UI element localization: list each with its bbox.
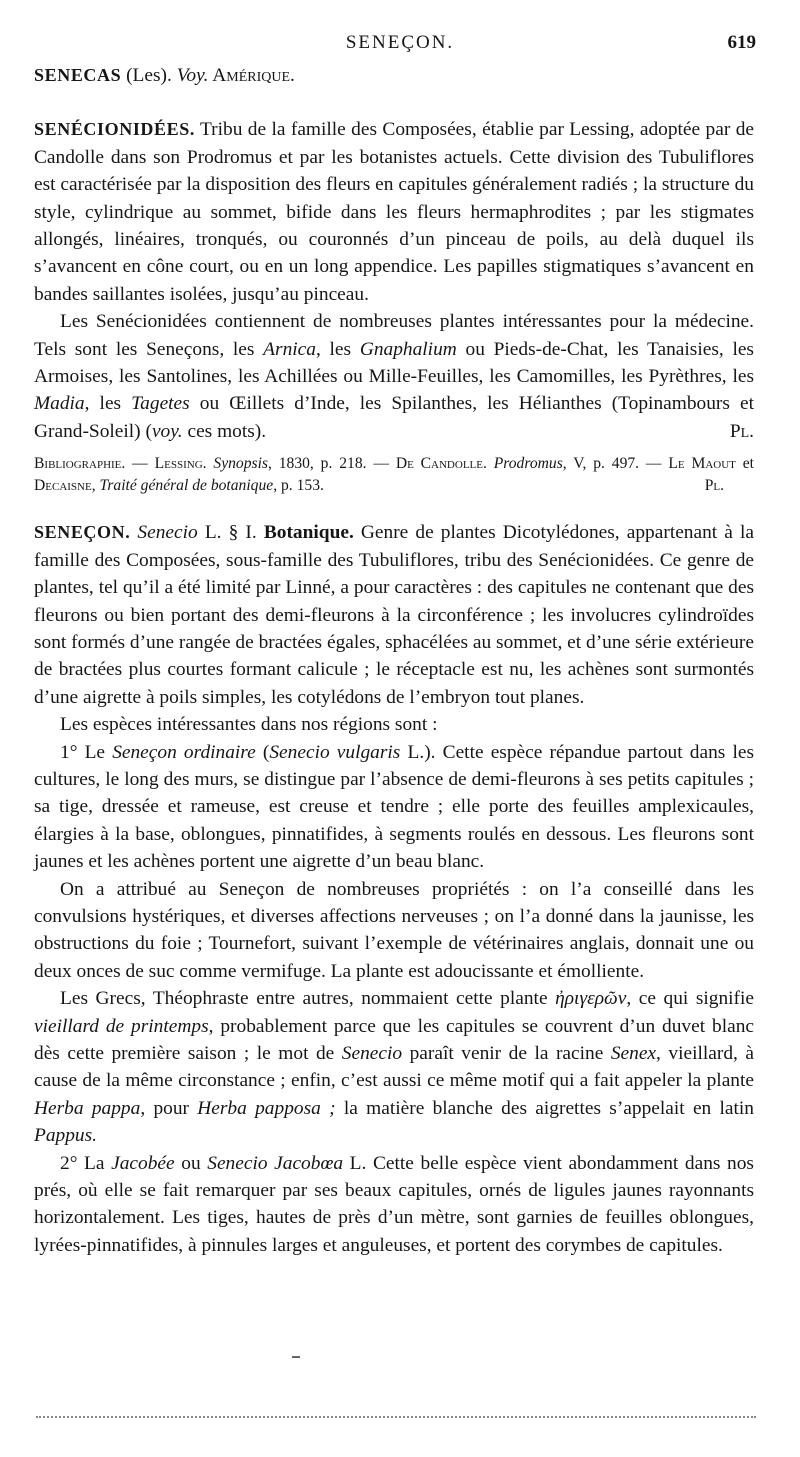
italic-jacobee: Jacobée — [111, 1152, 175, 1174]
running-head — [0, 32, 800, 56]
text-body — [34, 62, 754, 1259]
author-candolle: De Candolle. — [395, 455, 487, 473]
entry-senecionidees-paragraph-2 — [34, 308, 754, 445]
text-run: la matière blanche des aigrettes s’appelait en latin — [335, 1097, 754, 1119]
text-run: paraît venir de la racine — [402, 1043, 611, 1064]
paragraph-especes: Les espèces intéressantes dans nos régions sont : — [60, 714, 438, 736]
text-run: et — [735, 455, 754, 473]
entry-head-senecas: SENECAS — [34, 65, 122, 85]
author-lessing: Lessing. — [154, 455, 207, 473]
greek-word: ἠριγερῶν — [555, 988, 627, 1010]
page-number: 619 — [727, 32, 756, 53]
italic-pappus: Pappus. — [34, 1125, 98, 1147]
short-dash-mark — [292, 1356, 300, 1358]
text-run: Genre de plantes Dicotylédones, appartenant à la famille des Composées, sous-famille des Tubuliflores, tribu des Senécionidées. Ce genre de plantes, tel qu’il a été limité par Linné, a pour caractères : des capitules ne contenant que des fleurons ou bien portant des demi-fleurons à la circonférence ; les involucres cylindroïdes sont formés d’une rangée de bractées égales, sphacélées au sommet, et d’une série extérieure de bractées plus courtes formant calicule ; le réceptacle est nu, les achènes sont surmontés d’une aigrette à poils simples, les cotylédons de l’embryon tout planes. — [34, 522, 754, 708]
text-run: — — [125, 455, 155, 473]
italic-senecio: Senecio — [130, 522, 198, 544]
italic-gnaphalium: Gnaphalium — [359, 338, 457, 360]
italic-senecio-vulgaris: Senecio vulgaris — [269, 741, 401, 763]
italic-arnica: Arnica — [263, 338, 316, 360]
title-traite: Traité général de botanique — [99, 477, 274, 495]
text-run: , probablement parce que les capitules se couvrent d’un duvet blanc dès cette première saison ; le mot de — [34, 1015, 754, 1064]
italic-voy: voy. — [151, 420, 183, 442]
entry-head-senecionidees: SENÉCIONIDÉES. — [34, 119, 195, 140]
paragraph-espece-2 — [34, 1150, 754, 1260]
text-run: , — [91, 477, 100, 495]
entry-senecionidees-paragraph-1 — [34, 116, 754, 308]
italic-senecio-word: Senecio — [341, 1043, 403, 1064]
text-run: ( — [255, 741, 270, 763]
text-run: L. § I. — [197, 522, 264, 544]
text-run: ou Pieds-de-Chat, les Tanaisies, les Armoises, les Santolines, les Achillées ou Mille-Feuilles, les Camomilles, les Pyrèthres, les — [34, 338, 754, 388]
bibliography-label: Bibliographie. — [34, 455, 126, 473]
text-run: Les Senécionidées contiennent de nombreuses plantes intéressantes pour la médecine. Tels sont les Seneçons, les — [34, 311, 754, 360]
bibliography — [34, 453, 754, 497]
bibliography-signature: Pl. — [704, 477, 724, 495]
senecas-rest: (Les). — [121, 65, 177, 86]
text-run: ou Œillets d’Inde, les Spilanthes, les Hélianthes (Topinambours et Grand-Soleil) ( — [34, 393, 754, 442]
text-run: L. Cette belle espèce vient abondamment dans nos prés, où elle se fait remarquer par ses beaux capitules, ornés de ligules jaunes rayonnants horizontalement. Les tiges, hautes de près d’un mètre, sont garnies de feuilles oblongues, lyrées-pinnatifides, à pinnules larges et anguleuses, et portent des corymbes de capitules. — [34, 1152, 754, 1256]
running-head-title: SENEÇON. — [345, 32, 455, 53]
italic-vieillard: vieillard de printemps — [34, 1015, 209, 1037]
entry-senecon-intro — [34, 519, 754, 711]
italic-senecio-jacobaea: Senecio Jacobœa — [207, 1152, 344, 1174]
italic-senex: Senex — [610, 1043, 657, 1064]
text-run: 2° La — [60, 1152, 112, 1174]
text-run: , pour — [140, 1097, 198, 1119]
text-run: , 1830, p. 218. — — [267, 455, 396, 473]
text-run: 1° Le — [60, 741, 113, 763]
text-run: , V, p. 497. — — [562, 455, 669, 473]
section-label-botanique: Botanique. — [263, 522, 354, 544]
text-run: ou — [174, 1152, 208, 1174]
entry-senecas — [34, 62, 754, 89]
italic-herba-papposa: Herba papposa ; — [197, 1097, 336, 1119]
text-run: , les — [315, 338, 360, 360]
italic-senecon-ordinaire: Seneçon ordinaire — [112, 741, 256, 763]
text-run: Les Grecs, Théophraste entre autres, nommaient cette plante — [60, 988, 556, 1010]
text-run: L.). Cette espèce répandue partout dans les cultures, le long des murs, se distingue par l’absence de demi-fleurons à ses petits capitules ; sa tige, dressée et rameuse, est creuse et tendre ; elle porte des feuilles amplexicaules, élargies à la base, oblongues, pinnatifides, à segments roulés en dessous. Les fleurons sont jaunes et les achènes portent une aigrette d’un beau blanc. — [34, 741, 754, 873]
text-run: ces mots). — [182, 420, 267, 442]
italic-herba-pappa: Herba pappa — [34, 1097, 141, 1119]
text-run: , les — [84, 393, 132, 415]
spacer — [34, 89, 754, 116]
title-synopsis: Synopsis — [206, 455, 268, 473]
senecionidees-p1: Tribu de la famille des Composées, établie par Lessing, adoptée par de Candolle dans son Prodromus et par les botanistes actuels. Cette division des Tubuliflores est caractérisée par la disposition des fleurs en capitules généralement radiés ; la structure du style, cylindrique au sommet, bifide dans les fleurs hermaphrodites ; par les stigmates allongés, linéaires, tronqués, ou couronnés d’un pinceau de poils, au delà duquel ils s’avancent en cône court, ou en un long appendice. Les papilles stigmatiques s’avancent en bandes saillantes isolées, jusqu’au pinceau. — [34, 119, 754, 305]
text-run: , vieillard, à cause de la même circonstance ; enfin, c’est aussi ce même motif qui a fait appeler la plante — [34, 1043, 754, 1092]
author-signature: Pl. — [729, 420, 754, 442]
text-run: , ce qui signifie — [626, 988, 754, 1010]
paragraph-espece-1 — [34, 739, 754, 876]
text-run: , p. 153. — [273, 477, 324, 495]
spacer — [34, 497, 754, 519]
entry-head-senecon: SENEÇON. — [34, 522, 131, 543]
footer-dotted-rule — [36, 1416, 756, 1418]
paragraph-proprietes: On a attribué au Seneçon de nombreuses propriétés : on l’a conseillé dans les convulsions hystériques, et diverses affections nerveuses ; on l’a donné dans la jaunisse, les obstructions du foie ; Tournefort, suivant l’exemple de vétérinaires anglais, donnait une ou deux onces de suc comme vermifuge. La plante est adoucissante et émolliente. — [34, 878, 754, 982]
author-decaisne: Decaisne — [34, 477, 92, 495]
italic-tagetes: Tagetes — [131, 393, 190, 415]
italic-madia: Madia — [34, 393, 85, 415]
author-maout: Le Maout — [668, 455, 736, 473]
senecas-ref: Amérique. — [208, 65, 295, 86]
paragraph-grecs — [34, 985, 754, 1149]
senecas-voy: Voy. — [176, 65, 209, 86]
title-prodromus: Prodromus — [486, 455, 563, 473]
